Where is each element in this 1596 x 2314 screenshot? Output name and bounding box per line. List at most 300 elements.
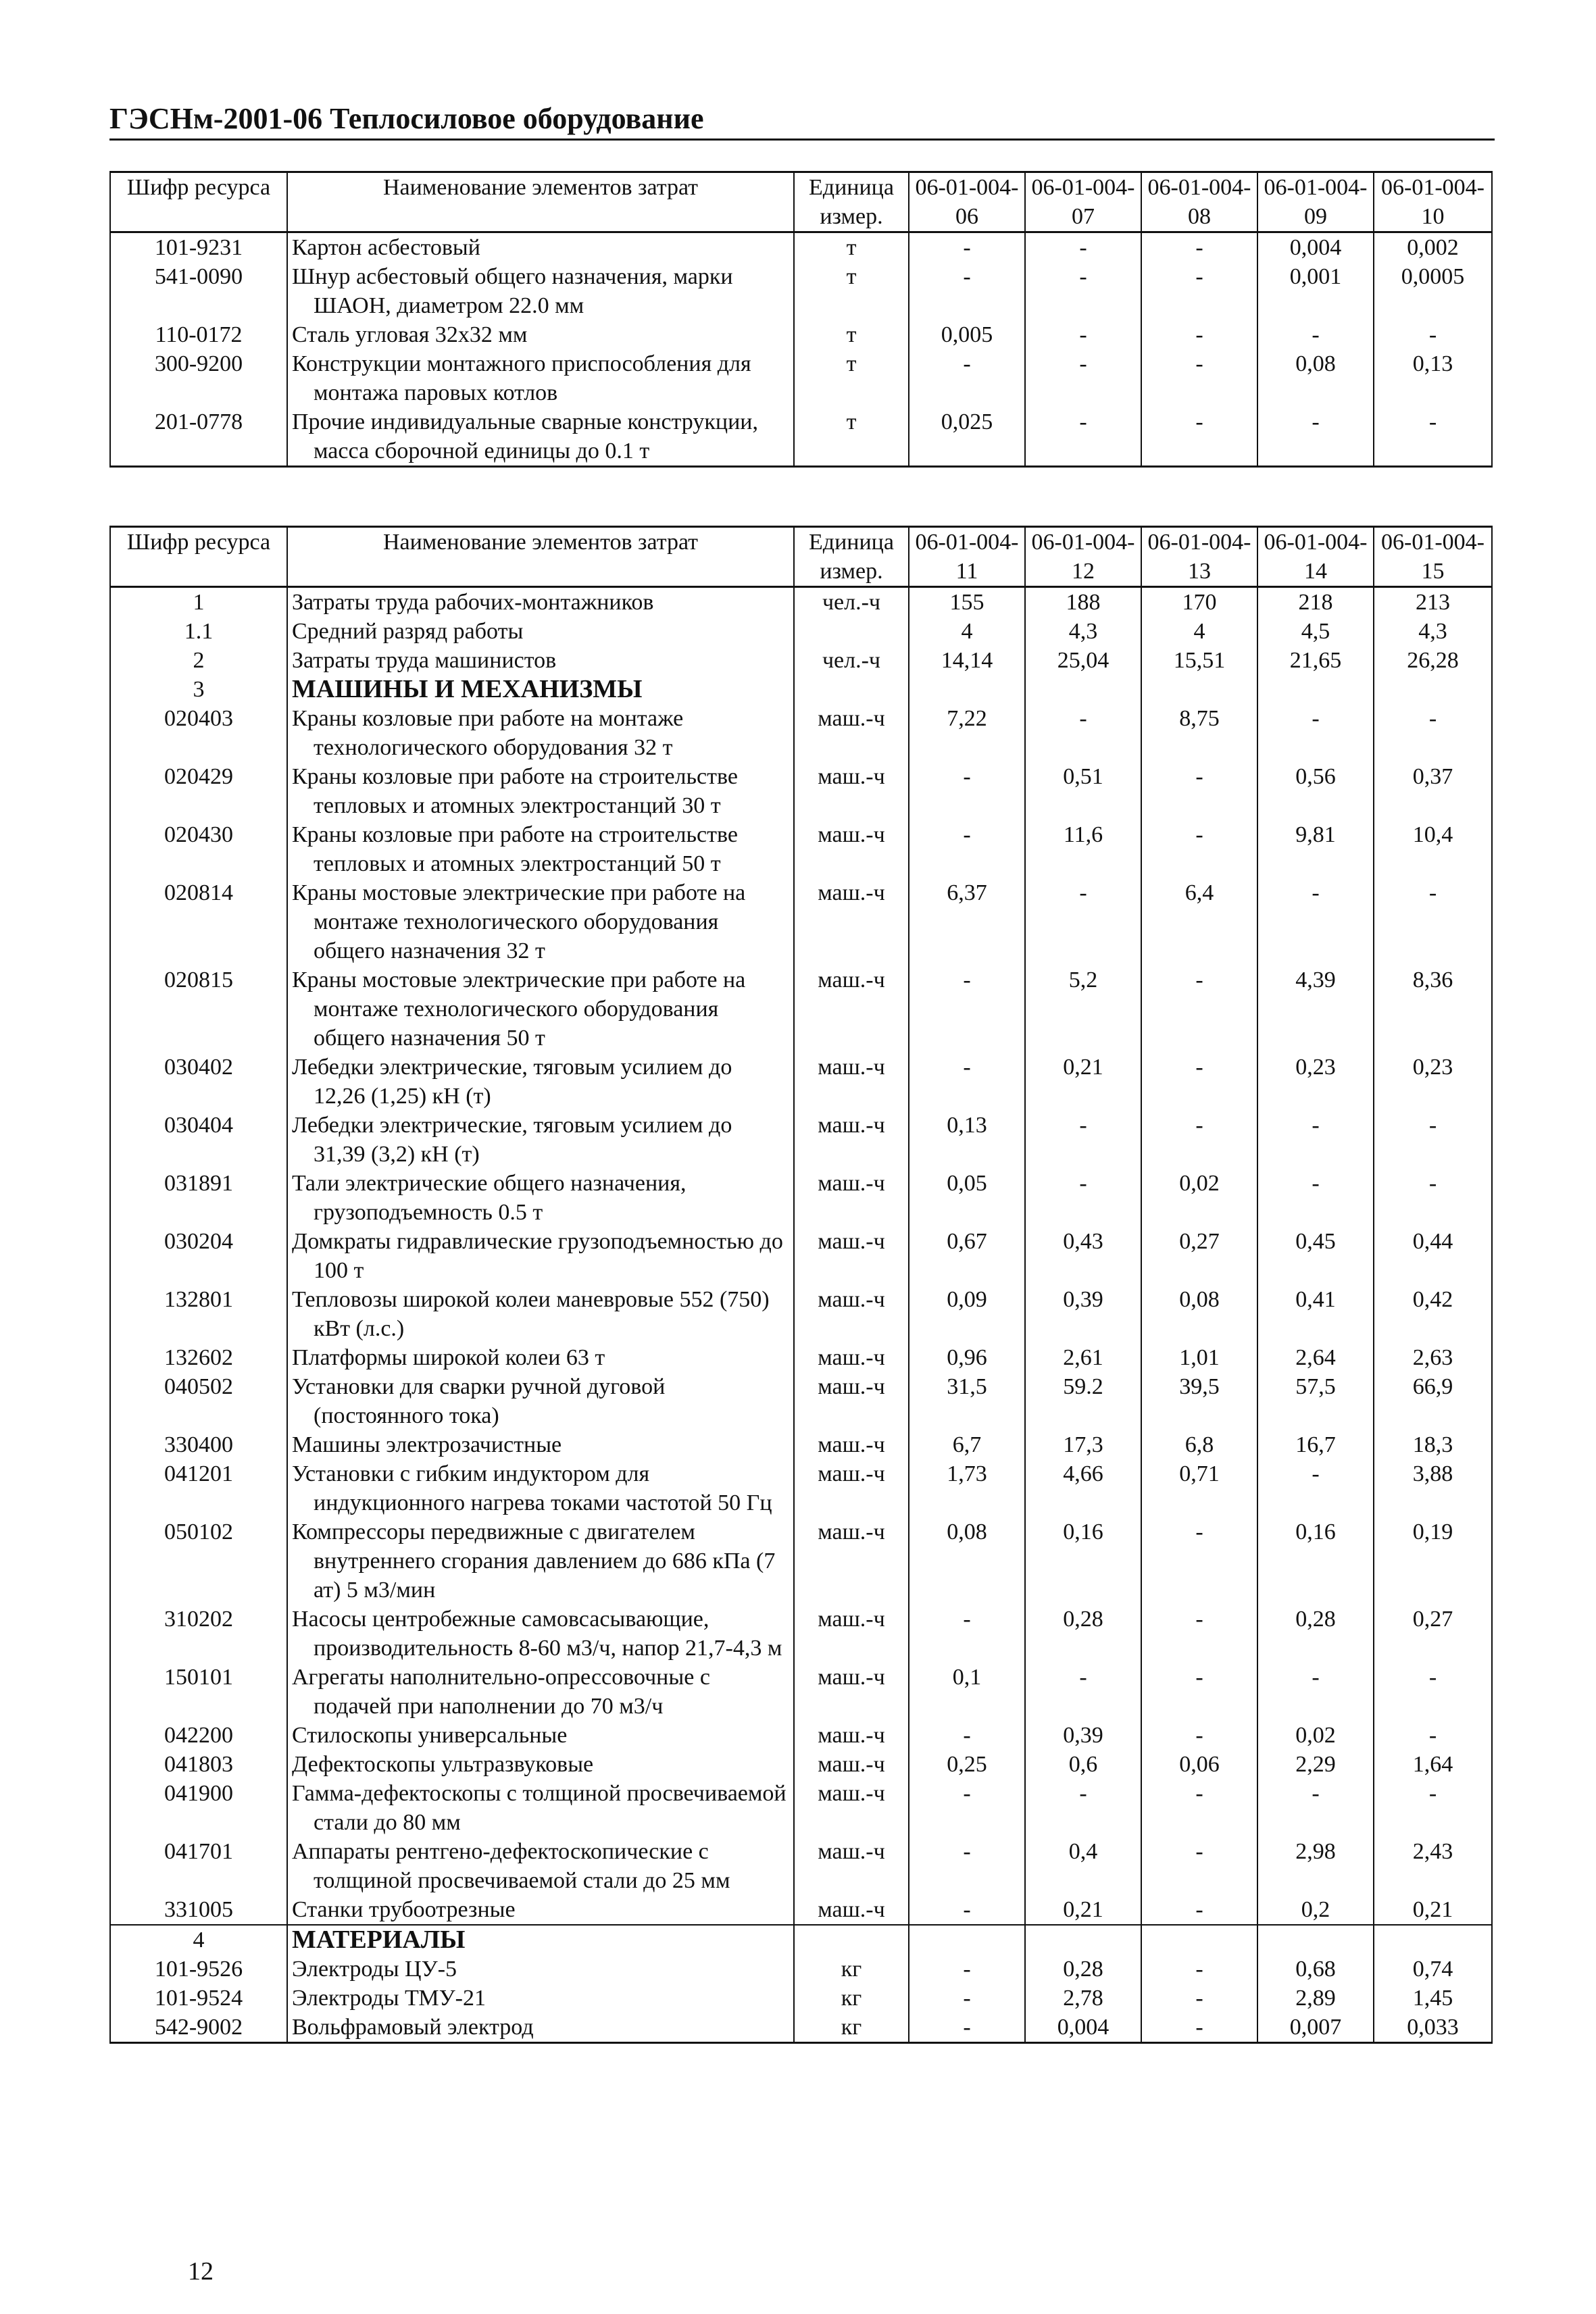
resource-name: Сталь угловая 32x32 мм [292, 322, 528, 347]
table-row [110, 762, 1492, 820]
table-row [110, 1984, 1492, 2013]
resource-code-cell: 101-9524 [110, 1984, 287, 2013]
norm-value-cell: - [909, 1955, 1025, 1984]
resource-code-cell: 150101 [110, 1663, 287, 1721]
resource-name-cell [287, 675, 794, 704]
table-header-row [110, 527, 1492, 587]
norm-value-cell [1025, 1925, 1141, 1955]
unit-cell: маш.-ч [794, 1779, 909, 1837]
resource-name-cell [287, 704, 794, 762]
norm-value-cell: 2,63 [1374, 1343, 1492, 1372]
table-row [110, 1605, 1492, 1663]
resource-name: Электроды ЦУ-5 [292, 1957, 457, 1982]
norm-value-cell: 4,5 [1257, 617, 1374, 646]
norm-value-cell: - [909, 1895, 1025, 1925]
unit-cell: маш.-ч [794, 1111, 909, 1169]
norm-value-cell: 0,001 [1257, 262, 1374, 320]
norm-value-cell: - [1374, 1111, 1492, 1169]
norm-value-cell [1257, 675, 1374, 704]
column-header-norm-1: 06-01-004-11 [909, 527, 1025, 587]
column-header-unit: Единица измер. [794, 527, 909, 587]
norm-value-cell: 0,4 [1025, 1837, 1141, 1895]
norm-value-cell: 26,28 [1374, 646, 1492, 675]
norm-value-cell: 0,13 [1374, 349, 1492, 407]
resource-code-cell: 041900 [110, 1779, 287, 1837]
resource-code-cell: 030204 [110, 1227, 287, 1285]
norm-value-cell: 3,88 [1374, 1459, 1492, 1517]
unit-cell: маш.-ч [794, 1663, 909, 1721]
norm-value-cell: 0,21 [1025, 1895, 1141, 1925]
norm-value-cell: 0,004 [1025, 2013, 1141, 2043]
norm-value-cell: 9,81 [1257, 820, 1374, 878]
column-header-norm-5: 06-01-004-15 [1374, 527, 1492, 587]
norm-value-cell: 39,5 [1141, 1372, 1257, 1430]
norm-value-cell: - [1141, 1111, 1257, 1169]
table-row [110, 1517, 1492, 1605]
resource-name-cell [287, 1605, 794, 1663]
resource-code-cell: 020815 [110, 965, 287, 1053]
norm-value-cell: - [1374, 1169, 1492, 1227]
norm-value-cell: 218 [1257, 587, 1374, 618]
resource-name: Вольфрамовый электрод [292, 2015, 534, 2040]
unit-cell: маш.-ч [794, 1430, 909, 1459]
table-row [110, 1750, 1492, 1779]
norm-value-cell: - [909, 1605, 1025, 1663]
norm-value-cell: 15,51 [1141, 646, 1257, 675]
norm-value-cell: 0,6 [1025, 1750, 1141, 1779]
norm-value-cell: 10,4 [1374, 820, 1492, 878]
unit-cell: маш.-ч [794, 1895, 909, 1925]
unit-cell: т [794, 232, 909, 263]
norm-value-cell: 0,44 [1374, 1227, 1492, 1285]
norm-value-cell: 0,005 [909, 320, 1025, 349]
norm-value-cell: - [1025, 704, 1141, 762]
unit-cell: т [794, 262, 909, 320]
unit-cell: маш.-ч [794, 1343, 909, 1372]
norm-value-cell: - [1141, 762, 1257, 820]
unit-cell [794, 675, 909, 704]
norm-value-cell: 0,08 [1257, 349, 1374, 407]
norm-value-cell: 155 [909, 587, 1025, 618]
table-row [110, 1430, 1492, 1459]
table-row [110, 704, 1492, 762]
norm-value-cell: 4,39 [1257, 965, 1374, 1053]
resource-table-2 [109, 526, 1493, 2044]
resource-name: Установки для сварки ручной дуговой (постоянного тока) [292, 1374, 666, 1428]
norm-value-cell: 2,29 [1257, 1750, 1374, 1779]
section-row [110, 1925, 1492, 1955]
unit-cell: кг [794, 2013, 909, 2043]
resource-name: Шнур асбестовый общего назначения, марки ШАОН, диаметром 22.0 мм [292, 264, 733, 318]
norm-value-cell: 17,3 [1025, 1430, 1141, 1459]
norm-value-cell: 18,3 [1374, 1430, 1492, 1459]
norm-value-cell: - [1141, 965, 1257, 1053]
norm-value-cell: 31,5 [909, 1372, 1025, 1430]
norm-value-cell: - [909, 349, 1025, 407]
resource-code-cell: 1.1 [110, 617, 287, 646]
norm-value-cell: - [1257, 1779, 1374, 1837]
resource-name: Компрессоры передвижные с двигателем внутреннего сгорания давлением до 686 кПа (7 ат) 5 м3/мин [292, 1519, 776, 1603]
norm-value-cell: 16,7 [1257, 1430, 1374, 1459]
norm-value-cell [1141, 675, 1257, 704]
norm-value-cell [1025, 675, 1141, 704]
norm-value-cell: 0,05 [909, 1169, 1025, 1227]
resource-name-cell [287, 232, 794, 263]
norm-value-cell: 0,21 [1025, 1053, 1141, 1111]
norm-value-cell: - [1374, 407, 1492, 467]
norm-value-cell: - [1141, 1517, 1257, 1605]
norm-value-cell: - [909, 1721, 1025, 1750]
column-header-name: Наименование элементов затрат [287, 527, 794, 587]
norm-value-cell: 0,08 [1141, 1285, 1257, 1343]
norm-value-cell: 0,25 [909, 1750, 1025, 1779]
resource-name: Электроды ТМУ-21 [292, 1986, 487, 2011]
resource-code-cell: 310202 [110, 1605, 287, 1663]
column-header-norm-4: 06-01-004-14 [1257, 527, 1374, 587]
norm-value-cell: 0,43 [1025, 1227, 1141, 1285]
unit-cell [794, 617, 909, 646]
resource-code-cell: 041201 [110, 1459, 287, 1517]
norm-value-cell: - [909, 1984, 1025, 2013]
norm-value-cell: - [1025, 320, 1141, 349]
norm-value-cell: 4 [1141, 617, 1257, 646]
unit-cell: чел.-ч [794, 646, 909, 675]
column-header-norm-2: 06-01-004-12 [1025, 527, 1141, 587]
norm-value-cell: - [1374, 320, 1492, 349]
norm-value-cell: 0,13 [909, 1111, 1025, 1169]
table-row [110, 1837, 1492, 1895]
resource-code-cell: 041701 [110, 1837, 287, 1895]
resource-name-cell [287, 1837, 794, 1895]
resource-code-cell: 050102 [110, 1517, 287, 1605]
resource-name: Лебедки электрические, тяговым усилием до 12,26 (1,25) кН (т) [292, 1055, 732, 1109]
norm-value-cell: 4 [909, 617, 1025, 646]
unit-cell: кг [794, 1955, 909, 1984]
table-row [110, 646, 1492, 675]
table-header-row [110, 172, 1492, 232]
norm-value-cell: - [1141, 1837, 1257, 1895]
table-row [110, 232, 1492, 263]
norm-value-cell: 2,89 [1257, 1984, 1374, 2013]
table-row [110, 349, 1492, 407]
norm-value-cell: 0,27 [1141, 1227, 1257, 1285]
norm-value-cell: 170 [1141, 587, 1257, 618]
resource-name: Лебедки электрические, тяговым усилием до 31,39 (3,2) кН (т) [292, 1113, 732, 1167]
resource-name-cell [287, 1984, 794, 2013]
resource-code-cell: 031891 [110, 1169, 287, 1227]
norm-value-cell: 4,66 [1025, 1459, 1141, 1517]
resource-name-cell [287, 1517, 794, 1605]
norm-value-cell [1257, 1925, 1374, 1955]
resource-name: Машины электрозачистные [292, 1432, 562, 1457]
page-header-title: ГЭСНм-2001-06 Теплосиловое оборудование [109, 102, 704, 135]
resource-name-cell [287, 965, 794, 1053]
norm-value-cell: - [909, 1779, 1025, 1837]
norm-value-cell: - [1141, 2013, 1257, 2043]
norm-value-cell: - [909, 762, 1025, 820]
unit-cell: маш.-ч [794, 1721, 909, 1750]
table-row [110, 1285, 1492, 1343]
resource-name: Тепловозы широкой колеи маневровые 552 (750) кВт (л.с.) [292, 1287, 770, 1341]
norm-value-cell: 0,51 [1025, 762, 1141, 820]
norm-value-cell: 0,45 [1257, 1227, 1374, 1285]
resource-name-cell [287, 587, 794, 618]
resource-name-cell [287, 349, 794, 407]
norm-value-cell: 6,8 [1141, 1430, 1257, 1459]
norm-value-cell: - [909, 232, 1025, 263]
unit-cell: маш.-ч [794, 1517, 909, 1605]
norm-value-cell: 0,67 [909, 1227, 1025, 1285]
norm-value-cell: 4,3 [1025, 617, 1141, 646]
resource-code-cell: 331005 [110, 1895, 287, 1925]
norm-value-cell: - [1374, 1721, 1492, 1750]
norm-value-cell: 0,1 [909, 1663, 1025, 1721]
norm-value-cell: 0,27 [1374, 1605, 1492, 1663]
resource-code-cell: 030402 [110, 1053, 287, 1111]
norm-value-cell: 7,22 [909, 704, 1025, 762]
norm-value-cell: - [1141, 820, 1257, 878]
resource-name: Краны мостовые электрические при работе на монтаже технологического оборудования общего назначения 32 т [292, 880, 746, 963]
resource-name: Краны мостовые электрические при работе на монтаже технологического оборудования общего назначения 50 т [292, 967, 746, 1051]
norm-value-cell: - [909, 1837, 1025, 1895]
norm-value-cell: 0,21 [1374, 1895, 1492, 1925]
resource-name-cell [287, 1169, 794, 1227]
resource-code-cell: 541-0090 [110, 262, 287, 320]
column-header-norm-3: 06-01-004-13 [1141, 527, 1257, 587]
norm-value-cell: 2,43 [1374, 1837, 1492, 1895]
norm-value-cell: - [1257, 704, 1374, 762]
section-title: МАШИНЫ И МЕХАНИЗМЫ [292, 675, 643, 703]
resource-name-cell [287, 2013, 794, 2043]
norm-value-cell: 0,96 [909, 1343, 1025, 1372]
header-rule [109, 139, 1495, 141]
unit-cell: чел.-ч [794, 587, 909, 618]
norm-value-cell: 0,09 [909, 1285, 1025, 1343]
norm-value-cell: 0,28 [1025, 1955, 1141, 1984]
resource-name-cell [287, 1955, 794, 1984]
unit-cell: маш.-ч [794, 1053, 909, 1111]
resource-code-cell: 110-0172 [110, 320, 287, 349]
table-row [110, 1721, 1492, 1750]
resource-name-cell [287, 1779, 794, 1837]
norm-value-cell: - [909, 820, 1025, 878]
table-row [110, 965, 1492, 1053]
resource-name: Затраты труда рабочих-монтажников [292, 590, 654, 615]
unit-cell: маш.-ч [794, 820, 909, 878]
resource-name: Дефектоскопы ультразвуковые [292, 1752, 594, 1777]
norm-value-cell: - [1141, 349, 1257, 407]
table-row [110, 878, 1492, 965]
table-row [110, 1343, 1492, 1372]
unit-cell: маш.-ч [794, 762, 909, 820]
table-row [110, 1169, 1492, 1227]
unit-cell: маш.-ч [794, 1372, 909, 1430]
table-row [110, 587, 1492, 618]
unit-cell: т [794, 349, 909, 407]
resource-name-cell [287, 1227, 794, 1285]
norm-value-cell: 0,004 [1257, 232, 1374, 263]
norm-value-cell: 59.2 [1025, 1372, 1141, 1430]
resource-code-cell: 020814 [110, 878, 287, 965]
norm-value-cell: 0,02 [1141, 1169, 1257, 1227]
norm-value-cell: 8,36 [1374, 965, 1492, 1053]
norm-value-cell: - [1025, 878, 1141, 965]
column-header-norm-4: 06-01-004-09 [1257, 172, 1374, 232]
norm-value-cell: 6,4 [1141, 878, 1257, 965]
unit-cell: маш.-ч [794, 1169, 909, 1227]
norm-value-cell: 25,04 [1025, 646, 1141, 675]
resource-name-cell [287, 1459, 794, 1517]
resource-name-cell [287, 407, 794, 467]
norm-value-cell: - [1141, 1721, 1257, 1750]
norm-value-cell [1141, 1925, 1257, 1955]
norm-value-cell: - [1257, 878, 1374, 965]
norm-value-cell: 8,75 [1141, 704, 1257, 762]
unit-cell: маш.-ч [794, 1459, 909, 1517]
resource-name: Гамма-дефектоскопы с толщиной просвечиваемой стали до 80 мм [292, 1781, 787, 1835]
unit-cell: маш.-ч [794, 1837, 909, 1895]
resource-name: Платформы широкой колеи 63 т [292, 1345, 605, 1370]
norm-value-cell: - [1374, 1663, 1492, 1721]
resource-name-cell [287, 320, 794, 349]
table-row [110, 1111, 1492, 1169]
table-row [110, 1779, 1492, 1837]
resource-code-cell: 4 [110, 1925, 287, 1955]
table-row [110, 1459, 1492, 1517]
norm-value-cell: - [1257, 1663, 1374, 1721]
norm-value-cell: 0,56 [1257, 762, 1374, 820]
norm-value-cell: 0,23 [1374, 1053, 1492, 1111]
norm-value-cell: 4,3 [1374, 617, 1492, 646]
norm-value-cell: 0,23 [1257, 1053, 1374, 1111]
resource-code-cell: 330400 [110, 1430, 287, 1459]
norm-value-cell [1374, 1925, 1492, 1955]
unit-cell: кг [794, 1984, 909, 2013]
resource-code-cell: 201-0778 [110, 407, 287, 467]
norm-value-cell: 0,71 [1141, 1459, 1257, 1517]
resource-name-cell [287, 1111, 794, 1169]
norm-value-cell: 0,19 [1374, 1517, 1492, 1605]
resource-name: Краны козловые при работе на монтаже технологического оборудования 32 т [292, 706, 684, 760]
resource-code-cell: 040502 [110, 1372, 287, 1430]
resource-code-cell: 2 [110, 646, 287, 675]
column-header-norm-1: 06-01-004-06 [909, 172, 1025, 232]
norm-value-cell [909, 1925, 1025, 1955]
table-row [110, 1895, 1492, 1925]
norm-value-cell: - [1141, 1053, 1257, 1111]
resource-code-cell: 101-9526 [110, 1955, 287, 1984]
norm-value-cell: - [1025, 232, 1141, 263]
table-row [110, 2013, 1492, 2043]
resource-name-cell [287, 1430, 794, 1459]
norm-value-cell: - [1257, 407, 1374, 467]
table-row [110, 1053, 1492, 1111]
norm-value-cell: - [1374, 704, 1492, 762]
norm-value-cell: - [1141, 262, 1257, 320]
table-row [110, 1955, 1492, 1984]
norm-value-cell: 0,39 [1025, 1721, 1141, 1750]
resource-name-cell [287, 262, 794, 320]
unit-cell [794, 1925, 909, 1955]
column-header-norm-2: 06-01-004-07 [1025, 172, 1141, 232]
norm-value-cell: 0,007 [1257, 2013, 1374, 2043]
norm-value-cell: 0,28 [1257, 1605, 1374, 1663]
norm-value-cell: 0,08 [909, 1517, 1025, 1605]
unit-cell: маш.-ч [794, 1285, 909, 1343]
resource-name: Станки трубоотрезные [292, 1897, 516, 1922]
resource-name-cell [287, 1663, 794, 1721]
norm-value-cell: - [1141, 1984, 1257, 2013]
norm-value-cell: 213 [1374, 587, 1492, 618]
column-header-name: Наименование элементов затрат [287, 172, 794, 232]
norm-value-cell: 1,45 [1374, 1984, 1492, 2013]
norm-value-cell: 2,64 [1257, 1343, 1374, 1372]
norm-value-cell [1374, 675, 1492, 704]
resource-name-cell [287, 1372, 794, 1430]
norm-value-cell: 11,6 [1025, 820, 1141, 878]
resource-name: Аппараты рентгено-дефектоскопические с толщиной просвечиваемой стали до 25 мм [292, 1839, 730, 1893]
resource-name-cell [287, 617, 794, 646]
norm-value-cell: - [1257, 320, 1374, 349]
norm-value-cell: 0,41 [1257, 1285, 1374, 1343]
norm-value-cell: - [1141, 407, 1257, 467]
resource-code-cell: 020429 [110, 762, 287, 820]
norm-value-cell: 5,2 [1025, 965, 1141, 1053]
norm-value-cell: 1,01 [1141, 1343, 1257, 1372]
norm-value-cell: 0,2 [1257, 1895, 1374, 1925]
section-row [110, 675, 1492, 704]
norm-value-cell: 2,98 [1257, 1837, 1374, 1895]
norm-value-cell: 6,37 [909, 878, 1025, 965]
resource-name-cell [287, 646, 794, 675]
norm-value-cell: 0,28 [1025, 1605, 1141, 1663]
norm-value-cell: - [1025, 262, 1141, 320]
table-row [110, 1227, 1492, 1285]
norm-value-cell: - [909, 262, 1025, 320]
norm-value-cell: 0,0005 [1374, 262, 1492, 320]
norm-value-cell: 1,73 [909, 1459, 1025, 1517]
norm-value-cell: 0,033 [1374, 2013, 1492, 2043]
resource-name: Тали электрические общего назначения, грузоподъемность 0.5 т [292, 1171, 687, 1225]
norm-value-cell: 0,025 [909, 407, 1025, 467]
norm-value-cell: - [1257, 1111, 1374, 1169]
unit-cell: маш.-ч [794, 1750, 909, 1779]
resource-name-cell [287, 1895, 794, 1925]
resource-name: Краны козловые при работе на строительстве тепловых и атомных электростанций 50 т [292, 822, 738, 876]
resource-name: Прочие индивидуальные сварные конструкции, масса сборочной единицы до 0.1 т [292, 409, 758, 463]
column-header-code: Шифр ресурса [110, 527, 287, 587]
unit-cell: т [794, 407, 909, 467]
norm-value-cell: - [909, 1053, 1025, 1111]
unit-cell: маш.-ч [794, 965, 909, 1053]
page-number: 12 [188, 2257, 214, 2286]
norm-value-cell: 6,7 [909, 1430, 1025, 1459]
norm-value-cell: 188 [1025, 587, 1141, 618]
unit-cell: т [794, 320, 909, 349]
resource-name: Домкраты гидравлические грузоподъемностью до 100 т [292, 1229, 783, 1283]
norm-value-cell: - [1257, 1459, 1374, 1517]
column-header-code: Шифр ресурса [110, 172, 287, 232]
resource-name: Краны козловые при работе на строительстве тепловых и атомных электростанций 30 т [292, 764, 738, 818]
resource-code-cell: 132801 [110, 1285, 287, 1343]
resource-code-cell: 041803 [110, 1750, 287, 1779]
resource-name-cell [287, 762, 794, 820]
resource-name-cell [287, 1343, 794, 1372]
resource-table-1 [109, 171, 1493, 468]
table-row [110, 1372, 1492, 1430]
unit-cell: маш.-ч [794, 878, 909, 965]
resource-name: Картон асбестовый [292, 235, 480, 260]
